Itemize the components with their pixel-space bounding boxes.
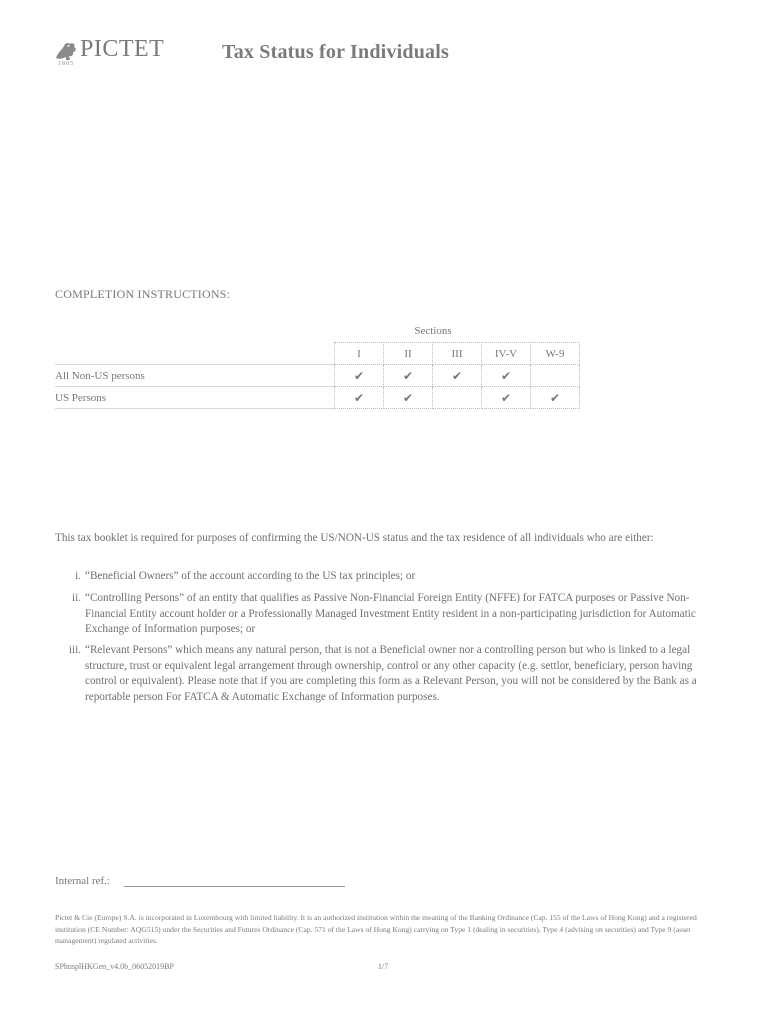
list-item-text: “Controlling Persons” of an entity that qualifies as Passive Non-Financial Foreign Entity (NFFE) for FATCA purposes or Passive Non-Financial Entity account holder or a Professionally Managed Investment Entity resident in a non-participating jurisdiction for Automatic Exchange of Information purposes; or [85,592,696,635]
checkmark-icon: ✔ [451,368,463,383]
intro-paragraph: This tax booklet is required for purposes of confirming the US/NON-US status and the tax residence of all individuals who are either: [55,532,654,544]
table-row [55,387,580,409]
check-cell [433,365,482,387]
checkmark-icon: ✔ [500,368,512,383]
column-header-W-9: W-9 [531,343,580,365]
row-label-non-us: All Non-US persons [55,365,335,387]
list-item-text: “Relevant Persons” which means any natural person, that is not a Beneficial owner nor a controlling person but who is linked to a legal structure, trust or equivalent legal arrangement through ownership, control or any other capacity (e.g. settlor, beneficiary, person having control or equivalent). Please note that if you are completing this form as a Relevant Person, you will not be considered by the Bank as a reportable person For FATCA & Automatic Exchange of Information purposes. [85,644,697,703]
list-item-number: iii. [68,644,81,656]
legal-footer: Pictet & Cie (Europe) S.A. is incorporated in Luxembourg with limited liability. It is an authorized institution within the meaning of the Banking Ordinance (Cap. 155 of the Laws of Hong Kong) and a registered institution (CE Number: AQG515) under the Securities and Futures Ordinance (Cap. 571 of the Laws of Hong Kong) carrying on Type 1 (dealing in securities), Type 4 (advising on securities) and Type 9 (asset management) regulated activities. [55,913,697,945]
list-item-text: “Beneficial Owners” of the account according to the US tax principles; or [85,570,416,582]
column-header-III: III [433,343,482,365]
logo-year: 1805 [58,61,74,67]
check-cell [433,387,482,409]
document-title: Tax Status for Individuals [222,41,449,63]
sections-header-blank [55,343,335,365]
list-item-number: i. [75,570,81,582]
column-header-I: I [335,343,384,365]
check-cell [335,387,384,409]
check-cell [531,387,580,409]
logo-wordmark: PICTET [80,36,165,62]
checkmark-icon: ✔ [402,368,414,383]
column-header-IV-V: IV-V [482,343,531,365]
page-number: 1/7 [378,962,389,971]
document-reference: SPhusplHKGen_v4.0b_06052019BP [55,962,174,971]
checkmark-icon: ✔ [500,390,512,405]
check-cell [335,365,384,387]
completion-instructions-heading: COMPLETION INSTRUCTIONS: [55,287,231,301]
list-item-number: ii. [71,592,81,604]
checkmark-icon: ✔ [402,390,414,405]
column-header-II: II [384,343,433,365]
internal-ref-field[interactable] [124,886,345,887]
check-cell [482,387,531,409]
checkmark-icon: ✔ [353,368,365,383]
pictet-logo [52,36,177,74]
sections-table [55,342,580,409]
check-cell [482,365,531,387]
sections-label: Sections [414,325,452,337]
checkmark-icon: ✔ [353,390,365,405]
check-cell [384,365,433,387]
checkmark-icon: ✔ [549,390,561,405]
table-row [55,365,580,387]
check-cell [384,387,433,409]
check-cell [531,365,580,387]
internal-ref-label: Internal ref.: [55,875,110,887]
row-label-us: US Persons [55,387,335,409]
sections-header-row [55,343,580,365]
